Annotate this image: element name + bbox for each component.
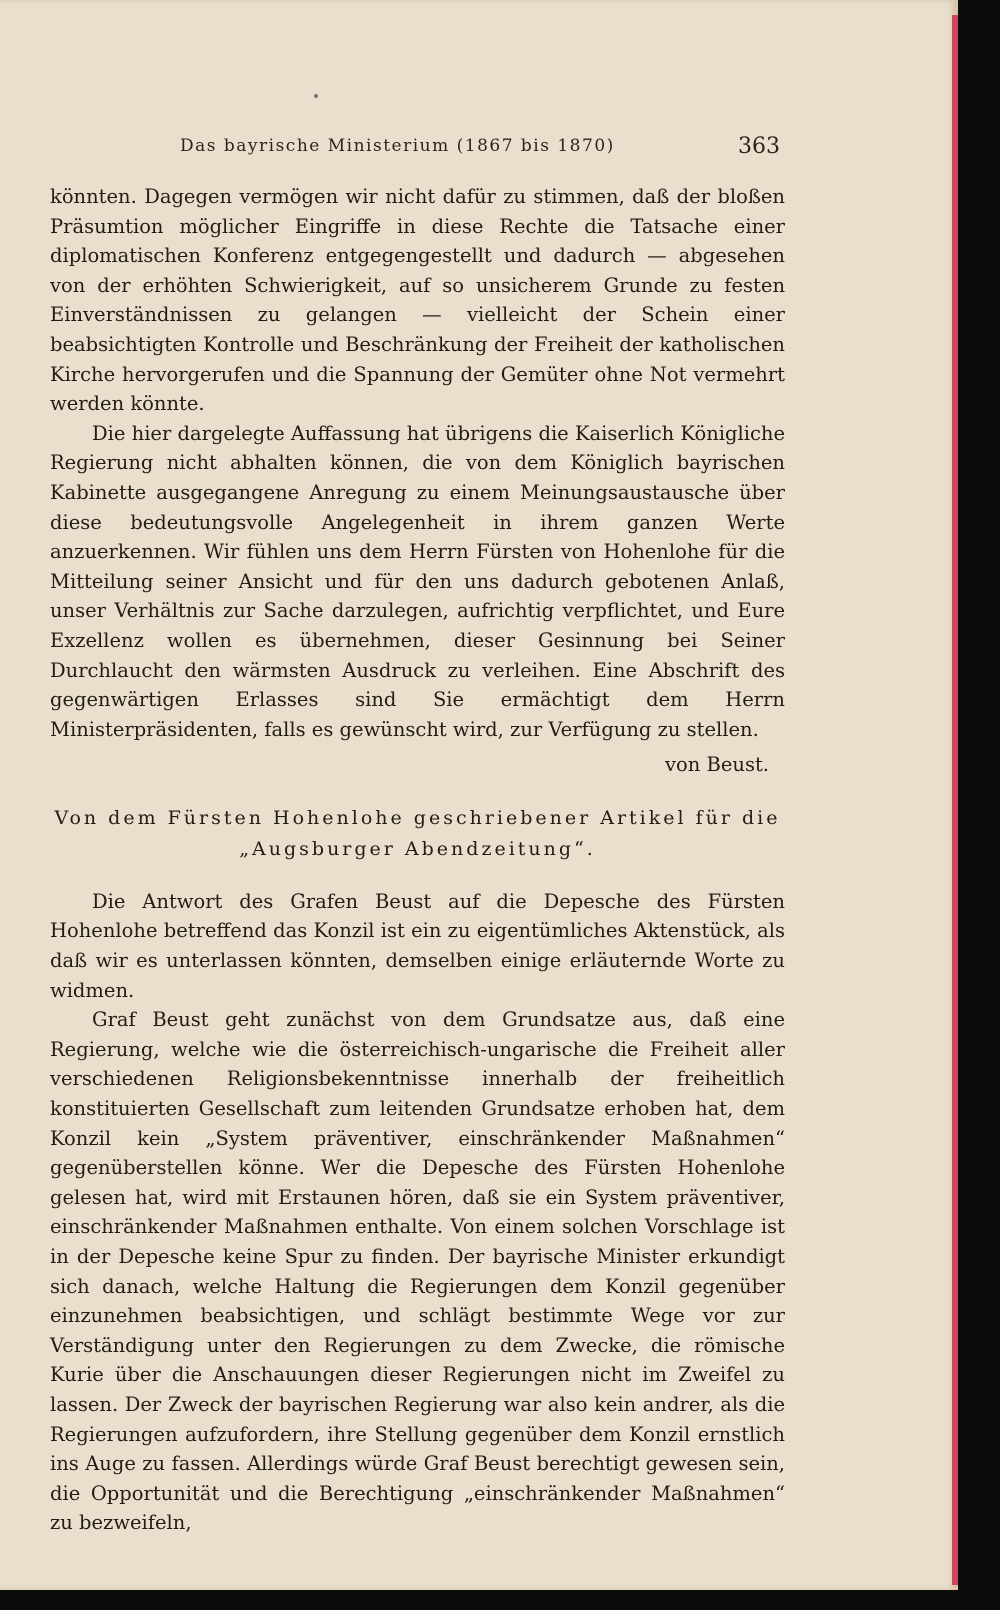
paper-speck bbox=[314, 94, 318, 98]
paragraph-1: könnten. Dagegen vermögen wir nicht dafür zu stimmen, daß der bloßen Präsumtion möglicher Eingriffe in diese Rechte die Tatsache einer diplomatischen Konferenz entgegengestellt und dadurch — abgesehen von der erhöhten Schwierigkeit, auf so unsicherem Grunde zu festen Einverständnissen zu gelangen — vielleicht der Schein einer beabsichtigten Kontrolle und Beschränkung der Freiheit der katholischen Kirche hervorgerufen und die Spannung der Gemüter ohne Not vermehrt werden könnte. bbox=[50, 185, 785, 416]
paragraph-2: Die hier dargelegte Auffassung hat übrigens die Kaiserlich Königliche Regierung nicht abhalten können, die von dem Königlich bayrischen Kabinette ausgegangene Anregung zu einem Meinungsaustausche über diese bedeutungsvolle Angelegenheit in ihrem ganzen Werte anzuerkennen. Wir fühlen uns dem Herrn Fürsten von Hohenlohe für die Mitteilung seiner Ansicht und für den uns dadurch gebotenen Anlaß, unser Verhältnis zur Sache darzulegen, aufrichtig verpflichtet, und Eure Exzellenz wollen es übernehmen, dieser Gesinnung bei Seiner Durchlaucht den wärmsten Ausdruck zu verleihen. Eine Abschrift des gegenwärtigen Erlasses sind Sie ermächtigt dem Herrn Ministerpräsidenten, falls es gewünscht wird, zur Verfügung zu stellen. bbox=[50, 421, 785, 741]
section-heading-line-1: Von dem Fürsten Hohenlohe geschriebener Artikel für die bbox=[54, 806, 781, 829]
paragraph-4: Graf Beust geht zunächst von dem Grundsatze aus, daß eine Regierung, welche wie die österreichisch-ungarische die Freiheit aller verschiedenen Religionsbekenntnisse innerhalb der freiheitlich konstituierten Gesellschaft zum leitenden Grundsatze erhoben hat, dem Konzil kein „System präventiver, einschränkender Maßnahmen“ gegenüberstellen könne. Wer die Depesche des Fürsten Hohenlohe gelesen hat, wird mit Erstaunen hören, daß sie ein System präventiver, einschränkender Maßnahmen enthalte. Von einem solchen Vorschlage ist in der Depesche keine Spur zu finden. Der bayrische Minister erkundigt sich danach, welche Haltung die Regierungen dem Konzil gegenüber einzunehmen beabsichtigen, und schlägt bestimmte Wege vor zur Verständigung unter den Regierungen zu dem Zwecke, die römische Kurie über die Anschauungen dieser Regierungen nicht im Zweifel zu lassen. Der Zweck der bayrischen Regierung war also kein andrer, als die Regierungen aufzufordern, ihre Stellung gegenüber dem Konzil ernstlich ins Auge zu fassen. Allerdings würde Graf Beust berechtigt gewesen sein, die Opportunität und die Berechtigung „einschränkender Maßnahmen“ zu bezweifeln, bbox=[50, 1008, 785, 1535]
page-edge-stain bbox=[952, 15, 958, 1585]
running-title: Das bayrische Ministerium (1867 bis 1870) bbox=[180, 136, 615, 156]
running-header bbox=[180, 134, 780, 159]
paragraph-3: Die Antwort des Grafen Beust auf die Depesche des Fürsten Hohenlohe betreffend das Konzil ist ein zu eigentümliches Aktenstück, als daß wir es unterlassen könnten, demselben einige erläuternde Worte zu widmen. bbox=[50, 889, 785, 1002]
page-body bbox=[50, 182, 785, 1538]
section-heading bbox=[50, 803, 785, 865]
signature: von Beust. bbox=[665, 753, 769, 777]
page-number: 363 bbox=[738, 134, 780, 159]
section-heading-line-2: „Augsburger Abendzeitung“. bbox=[239, 837, 596, 860]
